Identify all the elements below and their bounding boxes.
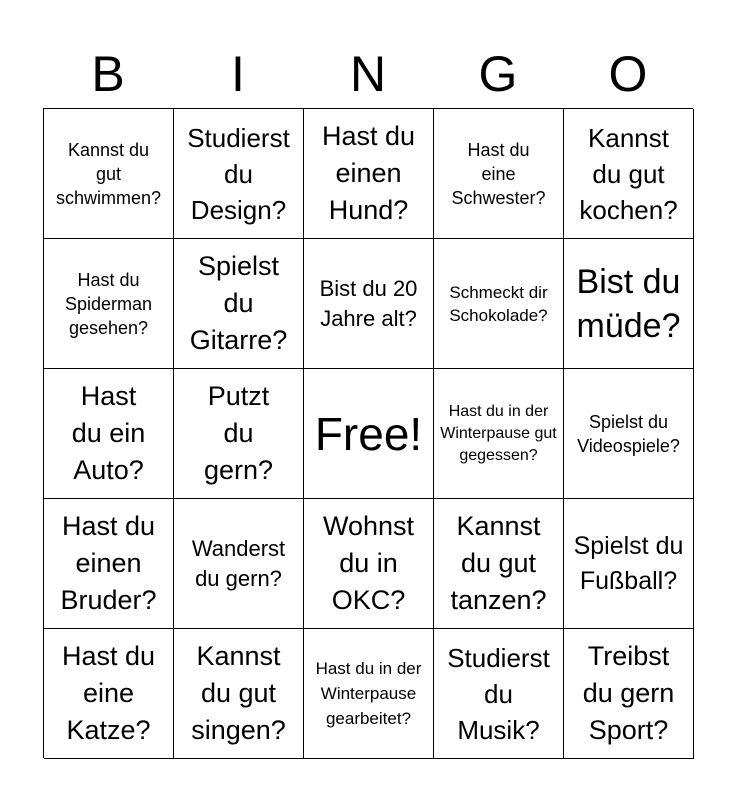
cell-text: Wohnst du in OKC? bbox=[322, 511, 415, 615]
free-space-text: Free! bbox=[314, 407, 423, 460]
bingo-cell[interactable] bbox=[44, 629, 174, 759]
cell-text: Hast du in der Winterpause gearbeitet? bbox=[315, 659, 422, 728]
bingo-cell[interactable] bbox=[434, 499, 564, 629]
cell-text: Hast du einen Bruder? bbox=[60, 511, 157, 615]
cell-text: Hast du einen Hund? bbox=[321, 121, 416, 225]
bingo-cell[interactable] bbox=[174, 629, 304, 759]
cell-text: Hast du ein Auto? bbox=[71, 381, 146, 485]
bingo-cell[interactable] bbox=[434, 239, 564, 369]
header-letter-b: B bbox=[91, 46, 125, 102]
cell-text: Bist du müde? bbox=[576, 262, 681, 345]
bingo-cell[interactable] bbox=[44, 369, 174, 499]
cell-text: Hast du in der Winterpause gut gegessen? bbox=[440, 402, 557, 464]
free-space-cell[interactable] bbox=[304, 369, 434, 499]
cell-text: Spielst du Videospiele? bbox=[577, 411, 680, 456]
bingo-cell[interactable] bbox=[434, 369, 564, 499]
header-letter-g: G bbox=[478, 46, 518, 102]
bingo-cell[interactable] bbox=[434, 629, 564, 759]
bingo-cell[interactable] bbox=[44, 109, 174, 239]
cell-text: Treibst du gern Sport? bbox=[582, 641, 675, 745]
bingo-cell[interactable] bbox=[564, 239, 694, 369]
cell-text: Spielst du Gitarre? bbox=[189, 251, 288, 355]
cell-text: Hast du Spiderman gesehen? bbox=[64, 269, 153, 338]
bingo-cell[interactable] bbox=[174, 369, 304, 499]
cell-text: Bist du 20 Jahre alt? bbox=[319, 275, 418, 331]
cell-text: Kannst du gut schwimmen? bbox=[55, 139, 162, 208]
bingo-header bbox=[43, 40, 693, 108]
bingo-cell[interactable] bbox=[304, 629, 434, 759]
cell-text: Studierst du Design? bbox=[187, 122, 290, 225]
bingo-cell[interactable] bbox=[44, 239, 174, 369]
cell-text: Schmeckt dir Schokolade? bbox=[449, 282, 548, 325]
bingo-cell[interactable] bbox=[304, 109, 434, 239]
cell-text: Kannst du gut tanzen? bbox=[450, 511, 547, 615]
bingo-cell[interactable] bbox=[564, 499, 694, 629]
cell-text: Spielst du Fußball? bbox=[573, 531, 684, 595]
bingo-cell[interactable] bbox=[434, 109, 564, 239]
bingo-cell[interactable] bbox=[564, 369, 694, 499]
cell-text: Studierst du Musik? bbox=[447, 642, 550, 745]
cell-text: Wanderst du gern? bbox=[191, 535, 286, 591]
bingo-cell[interactable] bbox=[174, 109, 304, 239]
bingo-cell[interactable] bbox=[304, 239, 434, 369]
cell-text: Kannst du gut singen? bbox=[191, 641, 286, 745]
bingo-cell[interactable] bbox=[174, 239, 304, 369]
header-letter-n: N bbox=[349, 46, 387, 102]
cell-text: Hast du eine Katze? bbox=[61, 641, 156, 745]
cell-text: Kannst du gut kochen? bbox=[579, 122, 678, 225]
cell-text: Hast du eine Schwester? bbox=[451, 139, 546, 208]
bingo-cell[interactable] bbox=[304, 499, 434, 629]
bingo-cell[interactable] bbox=[564, 109, 694, 239]
bingo-card-grid bbox=[43, 108, 693, 758]
bingo-cell[interactable] bbox=[44, 499, 174, 629]
bingo-cell[interactable] bbox=[564, 629, 694, 759]
bingo-cell[interactable] bbox=[174, 499, 304, 629]
cell-text: Putzt du gern? bbox=[203, 381, 274, 485]
header-letter-i: I bbox=[231, 46, 245, 102]
header-letter-o: O bbox=[608, 46, 648, 102]
